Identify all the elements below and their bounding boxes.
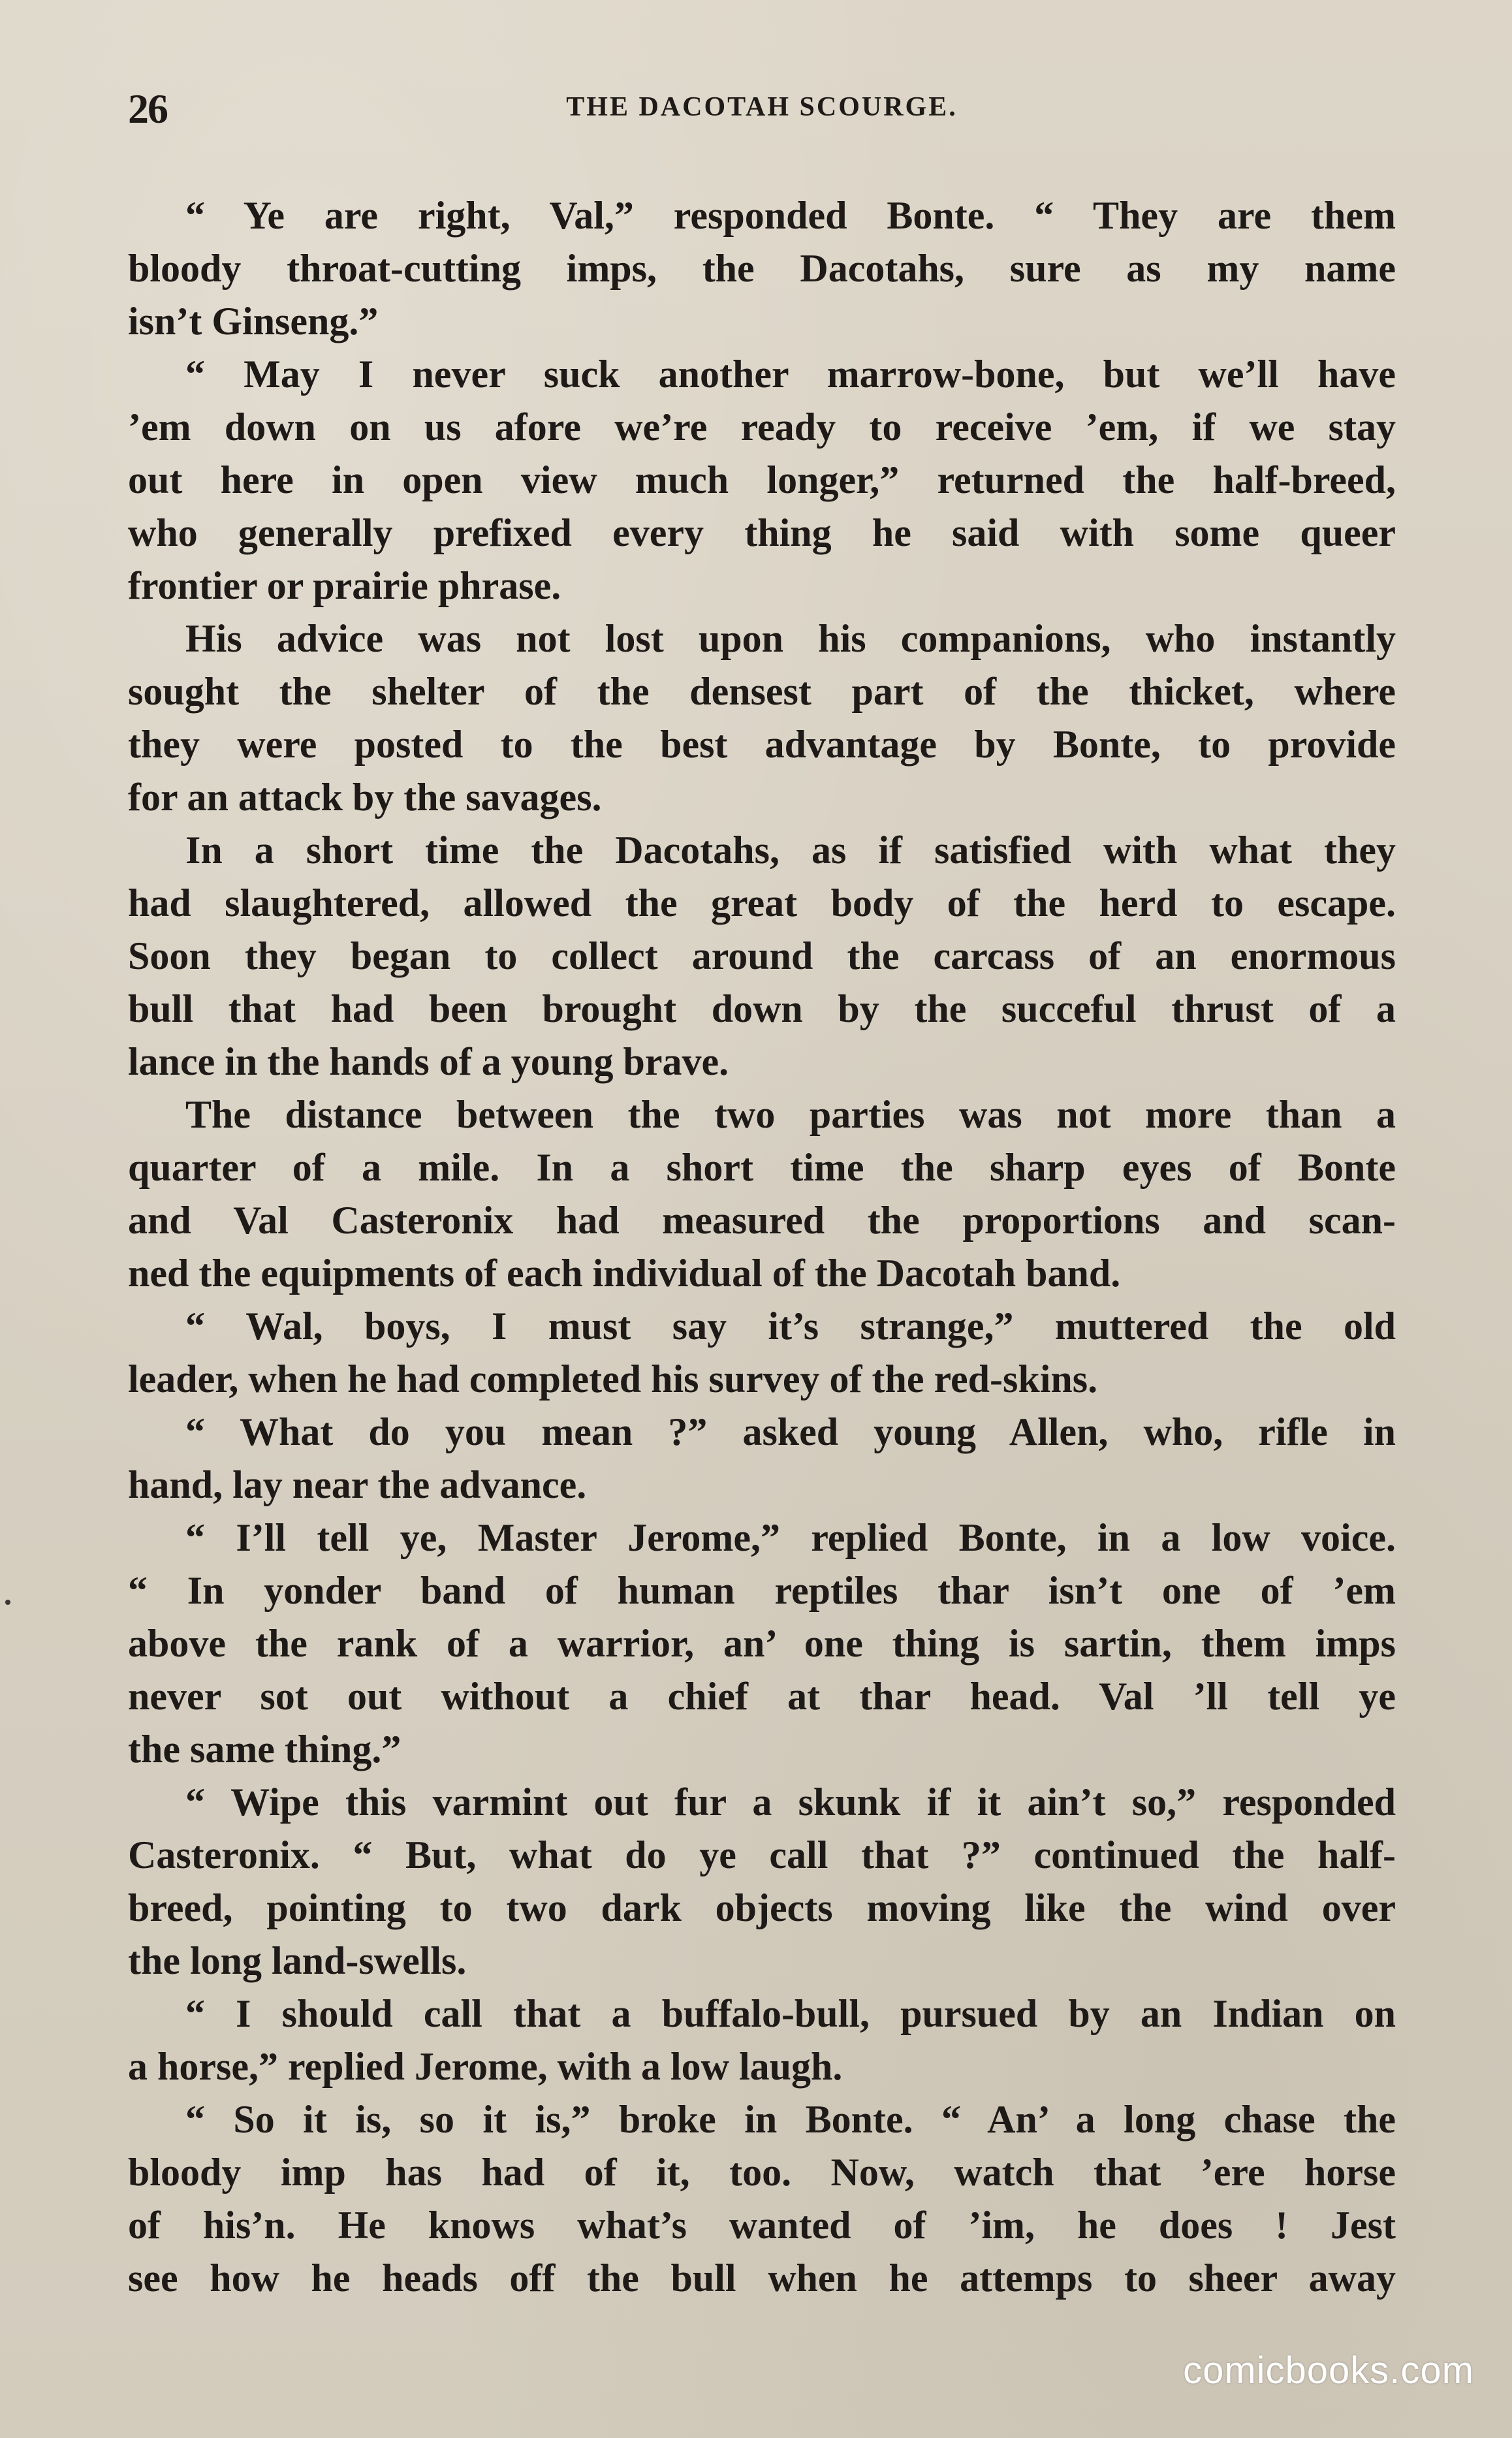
paragraph <box>128 612 1396 824</box>
paragraph <box>128 1512 1396 1776</box>
text-line: “ So it is, so it is,” broke in Bonte. “ An’ a long chase the <box>185 2098 1396 2141</box>
text-line: quarter of a mile. In a short time the sharp eyes of Bonte <box>128 1146 1396 1189</box>
text-line: isn’t Ginseng.” <box>128 300 379 343</box>
text-line: frontier or prairie phrase. <box>128 564 561 607</box>
text-line: who generally prefixed every thing he said with some queer <box>128 511 1396 554</box>
text-line: “ In yonder band of human reptiles thar isn’t one of ’em <box>128 1569 1396 1612</box>
text-line: hand, lay near the advance. <box>128 1463 587 1506</box>
text-line: “ May I never suck another marrow-bone, but we’ll have <box>185 353 1396 396</box>
paragraph <box>128 2093 1396 2305</box>
paragraph <box>128 1088 1396 1300</box>
paragraph <box>128 1300 1396 1406</box>
text-line: out here in open view much longer,” returned the half-breed, <box>128 458 1396 501</box>
text-line: “ I should call that a buffalo-bull, pursued by an Indian on <box>185 1992 1396 2035</box>
text-line: ned the equipments of each individual of the Dacotah band. <box>128 1252 1121 1295</box>
text-line: Soon they began to collect around the carcass of an enormous <box>128 934 1396 977</box>
text-line: for an attack by the savages. <box>128 776 602 819</box>
text-line: the same thing.” <box>128 1728 402 1771</box>
watermark: comicbooks.com <box>1183 2349 1474 2392</box>
text-line: the long land-swells. <box>128 1939 467 1982</box>
text-line: had slaughtered, allowed the great body of the herd to escape. <box>128 881 1396 925</box>
text-line: never sot out without a chief at thar head. Val ’ll tell ye <box>128 1675 1396 1718</box>
text-line: bloody imp has had of it, too. Now, watch that ’ere horse <box>128 2151 1396 2194</box>
text-line: sought the shelter of the densest part of the thicket, where <box>128 670 1396 713</box>
text-line: above the rank of a warrior, an’ one thing is sartin, them imps <box>128 1622 1396 1665</box>
paragraph <box>128 1406 1396 1512</box>
text-line: they were posted to the best advantage by Bonte, to provide <box>128 723 1396 766</box>
paragraph <box>128 348 1396 612</box>
page-number: 26 <box>128 86 167 132</box>
text-line: “ Wipe this varmint out fur a skunk if it ain’t so,” responded <box>185 1781 1396 1824</box>
text-line: “ I’ll tell ye, Master Jerome,” replied Bonte, in a low voice. <box>185 1516 1396 1559</box>
text-line: lance in the hands of a young brave. <box>128 1040 729 1083</box>
text-line: “ Wal, boys, I must say it’s strange,” muttered the old <box>185 1305 1396 1348</box>
text-line: of his’n. He knows what’s wanted of ’im, he does ! Jest <box>128 2204 1396 2247</box>
body-text <box>128 189 1396 2305</box>
paragraph <box>128 189 1396 348</box>
paragraph <box>128 1776 1396 1987</box>
text-line: and Val Casteronix had measured the proportions and scan- <box>128 1199 1396 1242</box>
paragraph <box>128 1987 1396 2093</box>
text-line: leader, when he had completed his survey of the red-skins. <box>128 1357 1098 1401</box>
text-line: Casteronix. “ But, what do ye call that ?” continued the half- <box>128 1833 1396 1876</box>
text-line: see how he heads off the bull when he attemps to sheer away <box>128 2256 1396 2300</box>
running-head: THE DACOTAH SCOURGE. <box>566 92 958 122</box>
page-speck <box>5 1600 10 1605</box>
text-line: In a short time the Dacotahs, as if satisfied with what they <box>185 829 1396 872</box>
text-line: bloody throat-cutting imps, the Dacotahs, sure as my name <box>128 247 1396 290</box>
text-line: a horse,” replied Jerome, with a low laugh. <box>128 2045 843 2088</box>
paragraph <box>128 824 1396 1088</box>
text-line: His advice was not lost upon his companions, who instantly <box>185 617 1396 660</box>
page-header <box>128 85 1396 131</box>
text-line: ’em down on us afore we’re ready to receive ’em, if we stay <box>128 405 1396 449</box>
text-line: “ Ye are right, Val,” responded Bonte. “ They are them <box>185 194 1396 237</box>
text-line: breed, pointing to two dark objects moving like the wind over <box>128 1886 1396 1929</box>
text-line: bull that had been brought down by the succeful thrust of a <box>128 987 1396 1030</box>
text-line: “ What do you mean ?” asked young Allen, who, rifle in <box>185 1410 1396 1453</box>
text-line: The distance between the two parties was not more than a <box>185 1093 1396 1136</box>
